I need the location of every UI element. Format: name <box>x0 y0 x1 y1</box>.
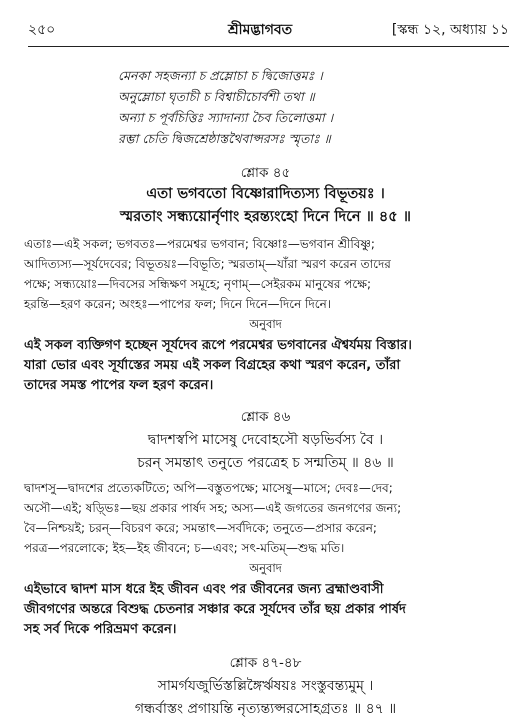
translation-line: যারা ভোর এবং সূর্যাস্তের সময় এই সকল বিগ্রহের কথা স্মরণ করেন, তাঁরা <box>24 358 401 373</box>
translation-line: সহ সর্ব দিকে পরিভ্রমণ করেন। <box>24 622 177 637</box>
verse-line: দ্বাদশস্বপি মাসেষু দেবোহসৌ ষড়ভির্বস্য বৈ । <box>147 432 384 448</box>
verse-line: গন্ধর্বাস্তং প্রগায়ন্তি নৃত্যন্ত্যপ্সরসোহগ্রতঃ ॥ ৪৭ ॥ <box>134 701 397 717</box>
translation-line: এইভাবে দ্বাদশ মাস ধরে ইহ জীবন এবং পর জীবনের জন্য ব্রহ্মাণ্ডবাসী <box>24 582 384 597</box>
verse-line: স্মরতাং সন্ধ্যয়োর্নৃণাং হরন্ত্যংহো দিনে দিনে ॥ ৪৫ ॥ <box>120 209 411 225</box>
synonyms-line: এতাঃ—এই সকল; ভগবতঃ—পরমেশ্বর ভগবান; বিষ্ণোঃ—ভগবান শ্রীবিষ্ণু; <box>24 237 375 251</box>
synonyms-line: হরন্তি—হরণ করেন; অংহঃ—পাপের ফল; দিনে দিনে—দিনে দিনে। <box>24 297 332 311</box>
quoted-verse-line: রম্ভা চেতি দ্বিজশ্রেষ্ঠাস্তথৈবাপ্সরসঃ স্মৃতাঃ ॥ <box>118 131 331 146</box>
page-header <box>28 18 509 42</box>
verse-line: চরন্ সমন্তাৎ তনুতে পরত্রেহ চ সন্মতিম্ ॥ ৪৬ ॥ <box>137 455 394 471</box>
verse-heading: শ্লোক ৪৭-৪৮ <box>229 655 302 671</box>
synonyms-line: পক্ষে; সন্ধ্যয়োঃ—দিবসের সন্ধিক্ষণ সমূহে; নৃণাম্—সেইরকম মানুষের পক্ষে; <box>24 277 372 291</box>
synonyms-line: আদিত্যস্য—সূর্যদেবের; বিভূতয়ঃ—বিভূতি; স্মরতাম্—যাঁরা স্মরণ করেন তাদের <box>24 257 391 271</box>
translation-line: জীবগণের অন্তরে বিশুদ্ধ চেতনার সঞ্চার করে সূর্যদেব তাঁর ছয় প্রকার পার্ষদ <box>24 602 406 617</box>
verse-line: এতা ভগবতো বিষ্ণোরাদিত্যস্য বিভূতয়ঃ । <box>146 186 385 202</box>
synonyms-line: অসৌ—এই; ষড়্ভিঃ—ছয় প্রকার পার্ষদ সহ; অস্য—এই জগতের জনগণের জন্য; <box>24 501 402 515</box>
synonyms-line: পরত্র—পরলোকে; ইহ—ইহ জীবনে; চ—এবং; সৎ-মতিম্—শুদ্ধ মতি। <box>24 541 345 555</box>
synonyms-paragraph <box>24 234 514 314</box>
verse-line: সামর্গযজুর্ভিস্তল্লিঙ্গৈর্ঋষয়ঃ সংস্তুবন্ত্যমুম্ । <box>157 678 374 694</box>
verse-heading: শ্লোক ৪৬ <box>240 409 291 425</box>
translation-paragraph <box>24 336 514 396</box>
header-rule <box>28 46 509 47</box>
chapter-reference: [স্কন্ধ ১২, অধ্যায় ১১ <box>391 22 509 38</box>
synonyms-line: বৈ—নিশ্চয়ই; চরন্—বিচরণ করে; সমন্তাৎ—সর্বদিকে; তনুতে—প্রসার করেন; <box>24 521 377 535</box>
translation-label: অনুবাদ <box>249 317 282 331</box>
synonyms-paragraph <box>24 478 514 558</box>
translation-line: এই সকল ব্যক্তিগণ হচ্ছেন সূর্যদেব রূপে পরমেশ্বর ভগবানের ঐশ্বর্যময় বিস্তার। <box>24 338 412 353</box>
translation-paragraph <box>24 580 514 640</box>
quoted-verse-line: অন্যা চ পূর্বচিত্তিঃ স্যাদান্যা চৈব তিলোত্তমা । <box>118 110 334 125</box>
verse-heading: শ্লোক ৪৫ <box>240 165 291 181</box>
quoted-verse-line: অনুম্লোচা ঘৃতাচী চ বিশ্বাচীচোর্বশী তথা ॥ <box>118 89 315 104</box>
running-title: শ্রীমদ্ভাগবত <box>228 22 293 38</box>
synonyms-line: দ্বাদশসু—দ্বাদশের প্রত্যেকটিতে; অপি—বস্তুতপক্ষে; মাসেষু—মাসে; দেবঃ—দেব; <box>24 481 393 495</box>
quoted-verse-line: মেনকা সহজন্যা চ প্রম্লোচা চ দ্বিজোত্তমঃ । <box>118 68 323 83</box>
translation-label: অনুবাদ <box>249 561 282 575</box>
page-number: ২৫০ <box>28 22 56 38</box>
translation-line: তাদের সমস্ত পাপের ফল হরণ করেন। <box>24 378 214 393</box>
